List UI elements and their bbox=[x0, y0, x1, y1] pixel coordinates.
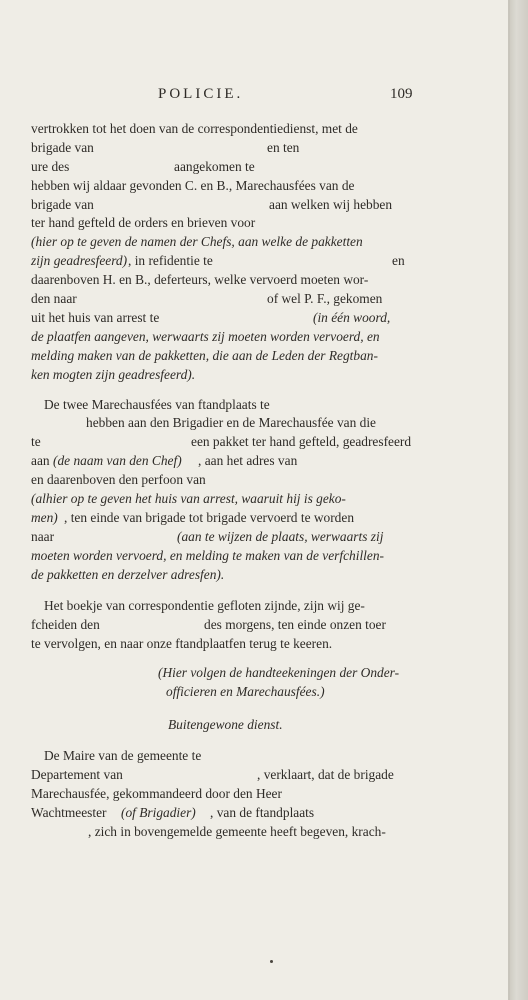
text-line: brigade van bbox=[31, 197, 94, 212]
text-line: brigade van bbox=[31, 140, 94, 155]
text-line: De Maire van de gemeente te bbox=[44, 748, 202, 763]
text-line: de plaatfen aangeven, werwaarts zij moeten worden vervoerd, en bbox=[31, 329, 380, 344]
text-line: te vervolgen, en naar onze ftandplaatfen terug te keeren. bbox=[31, 636, 333, 651]
text-line: moeten worden vervoerd, en melding te maken van de verfchillen- bbox=[31, 548, 384, 563]
text-line: te bbox=[31, 434, 41, 449]
text-line: men) bbox=[31, 510, 58, 525]
text-line: hebben wij aldaar gevonden C. en B., Marechausfées van de bbox=[31, 178, 355, 193]
text-line: Marechausfée, gekommandeerd door den Heer bbox=[31, 786, 282, 801]
text-line: aan welken wij hebben bbox=[269, 197, 393, 212]
text-line: des morgens, ten einde onzen toer bbox=[204, 617, 386, 632]
text-line: aangekomen te bbox=[174, 159, 255, 174]
text-line: (hier op te geven de namen der Chefs, aan welke de pakketten bbox=[31, 234, 363, 249]
text-line: de pakketten en derzelver adresfen). bbox=[31, 567, 225, 582]
text-line: aan bbox=[31, 453, 50, 468]
text-line: of wel P. F., gekomen bbox=[267, 291, 383, 306]
text-line: Wachtmeester bbox=[31, 805, 107, 820]
running-head: POLICIE. bbox=[158, 86, 244, 102]
text-line: (aan te wijzen de plaats, werwaarts zij bbox=[177, 529, 384, 544]
text-line: daarenboven H. en B., deferteurs, welke vervoerd moeten wor- bbox=[31, 272, 369, 287]
text-line: (de naam van den Chef) bbox=[53, 453, 182, 468]
text-line: , ten einde van brigade tot brigade vervoerd te worden bbox=[64, 510, 355, 525]
text-line: , zich in bovengemelde gemeente heeft begeven, krach- bbox=[88, 824, 386, 839]
text-line: ter hand gefteld de orders en brieven voor bbox=[31, 215, 256, 230]
text-line: den naar bbox=[31, 291, 77, 306]
text-line: (in één woord, bbox=[313, 310, 391, 325]
text-line: melding maken van de pakketten, die aan de Leden der Regtban- bbox=[31, 348, 378, 363]
text-line: , aan het adres van bbox=[198, 453, 298, 468]
text-line: fcheiden den bbox=[31, 617, 100, 632]
text-line: Het boekje van correspondentie gefloten zijnde, zijn wij ge- bbox=[44, 598, 365, 613]
signature-note: (Hier volgen de handteekeningen der Onder- bbox=[158, 665, 400, 680]
text-line: Departement van bbox=[31, 767, 123, 782]
section-heading: Buitengewone dienst. bbox=[168, 717, 283, 732]
text-line: De twee Marechausfées van ftandplaats te bbox=[44, 397, 270, 412]
text-line: naar bbox=[31, 529, 55, 544]
text-line: hebben aan den Brigadier en de Marechausfée van die bbox=[86, 415, 376, 430]
text-line: een pakket ter hand gefteld, geadresfeerd bbox=[191, 434, 412, 449]
text-line: , verklaart, dat de brigade bbox=[257, 767, 394, 782]
ink-speck bbox=[270, 960, 273, 963]
page-edge bbox=[510, 0, 528, 1000]
text-line: en ten bbox=[267, 140, 300, 155]
text-line: ure des bbox=[31, 159, 70, 174]
text-line: en bbox=[392, 253, 405, 268]
page-number: 109 bbox=[390, 86, 413, 102]
text-line: vertrokken tot het doen van de correspondentiedienst, met de bbox=[31, 121, 358, 136]
text-line: uit het huis van arrest te bbox=[31, 310, 160, 325]
signature-note: officieren en Marechausfées.) bbox=[166, 684, 325, 699]
text-line: (alhier op te geven het huis van arrest, waaruit hij is geko- bbox=[31, 491, 346, 506]
text-line: (of Brigadier) bbox=[121, 805, 196, 820]
text-line: zijn geadresfeerd) bbox=[31, 253, 128, 268]
text-line: , in refidentie te bbox=[128, 253, 213, 268]
text-line: ken mogten zijn geadresfeerd). bbox=[31, 367, 196, 382]
text-line: en daarenboven den perfoon van bbox=[31, 472, 206, 487]
text-line: , van de ftandplaats bbox=[210, 805, 315, 820]
